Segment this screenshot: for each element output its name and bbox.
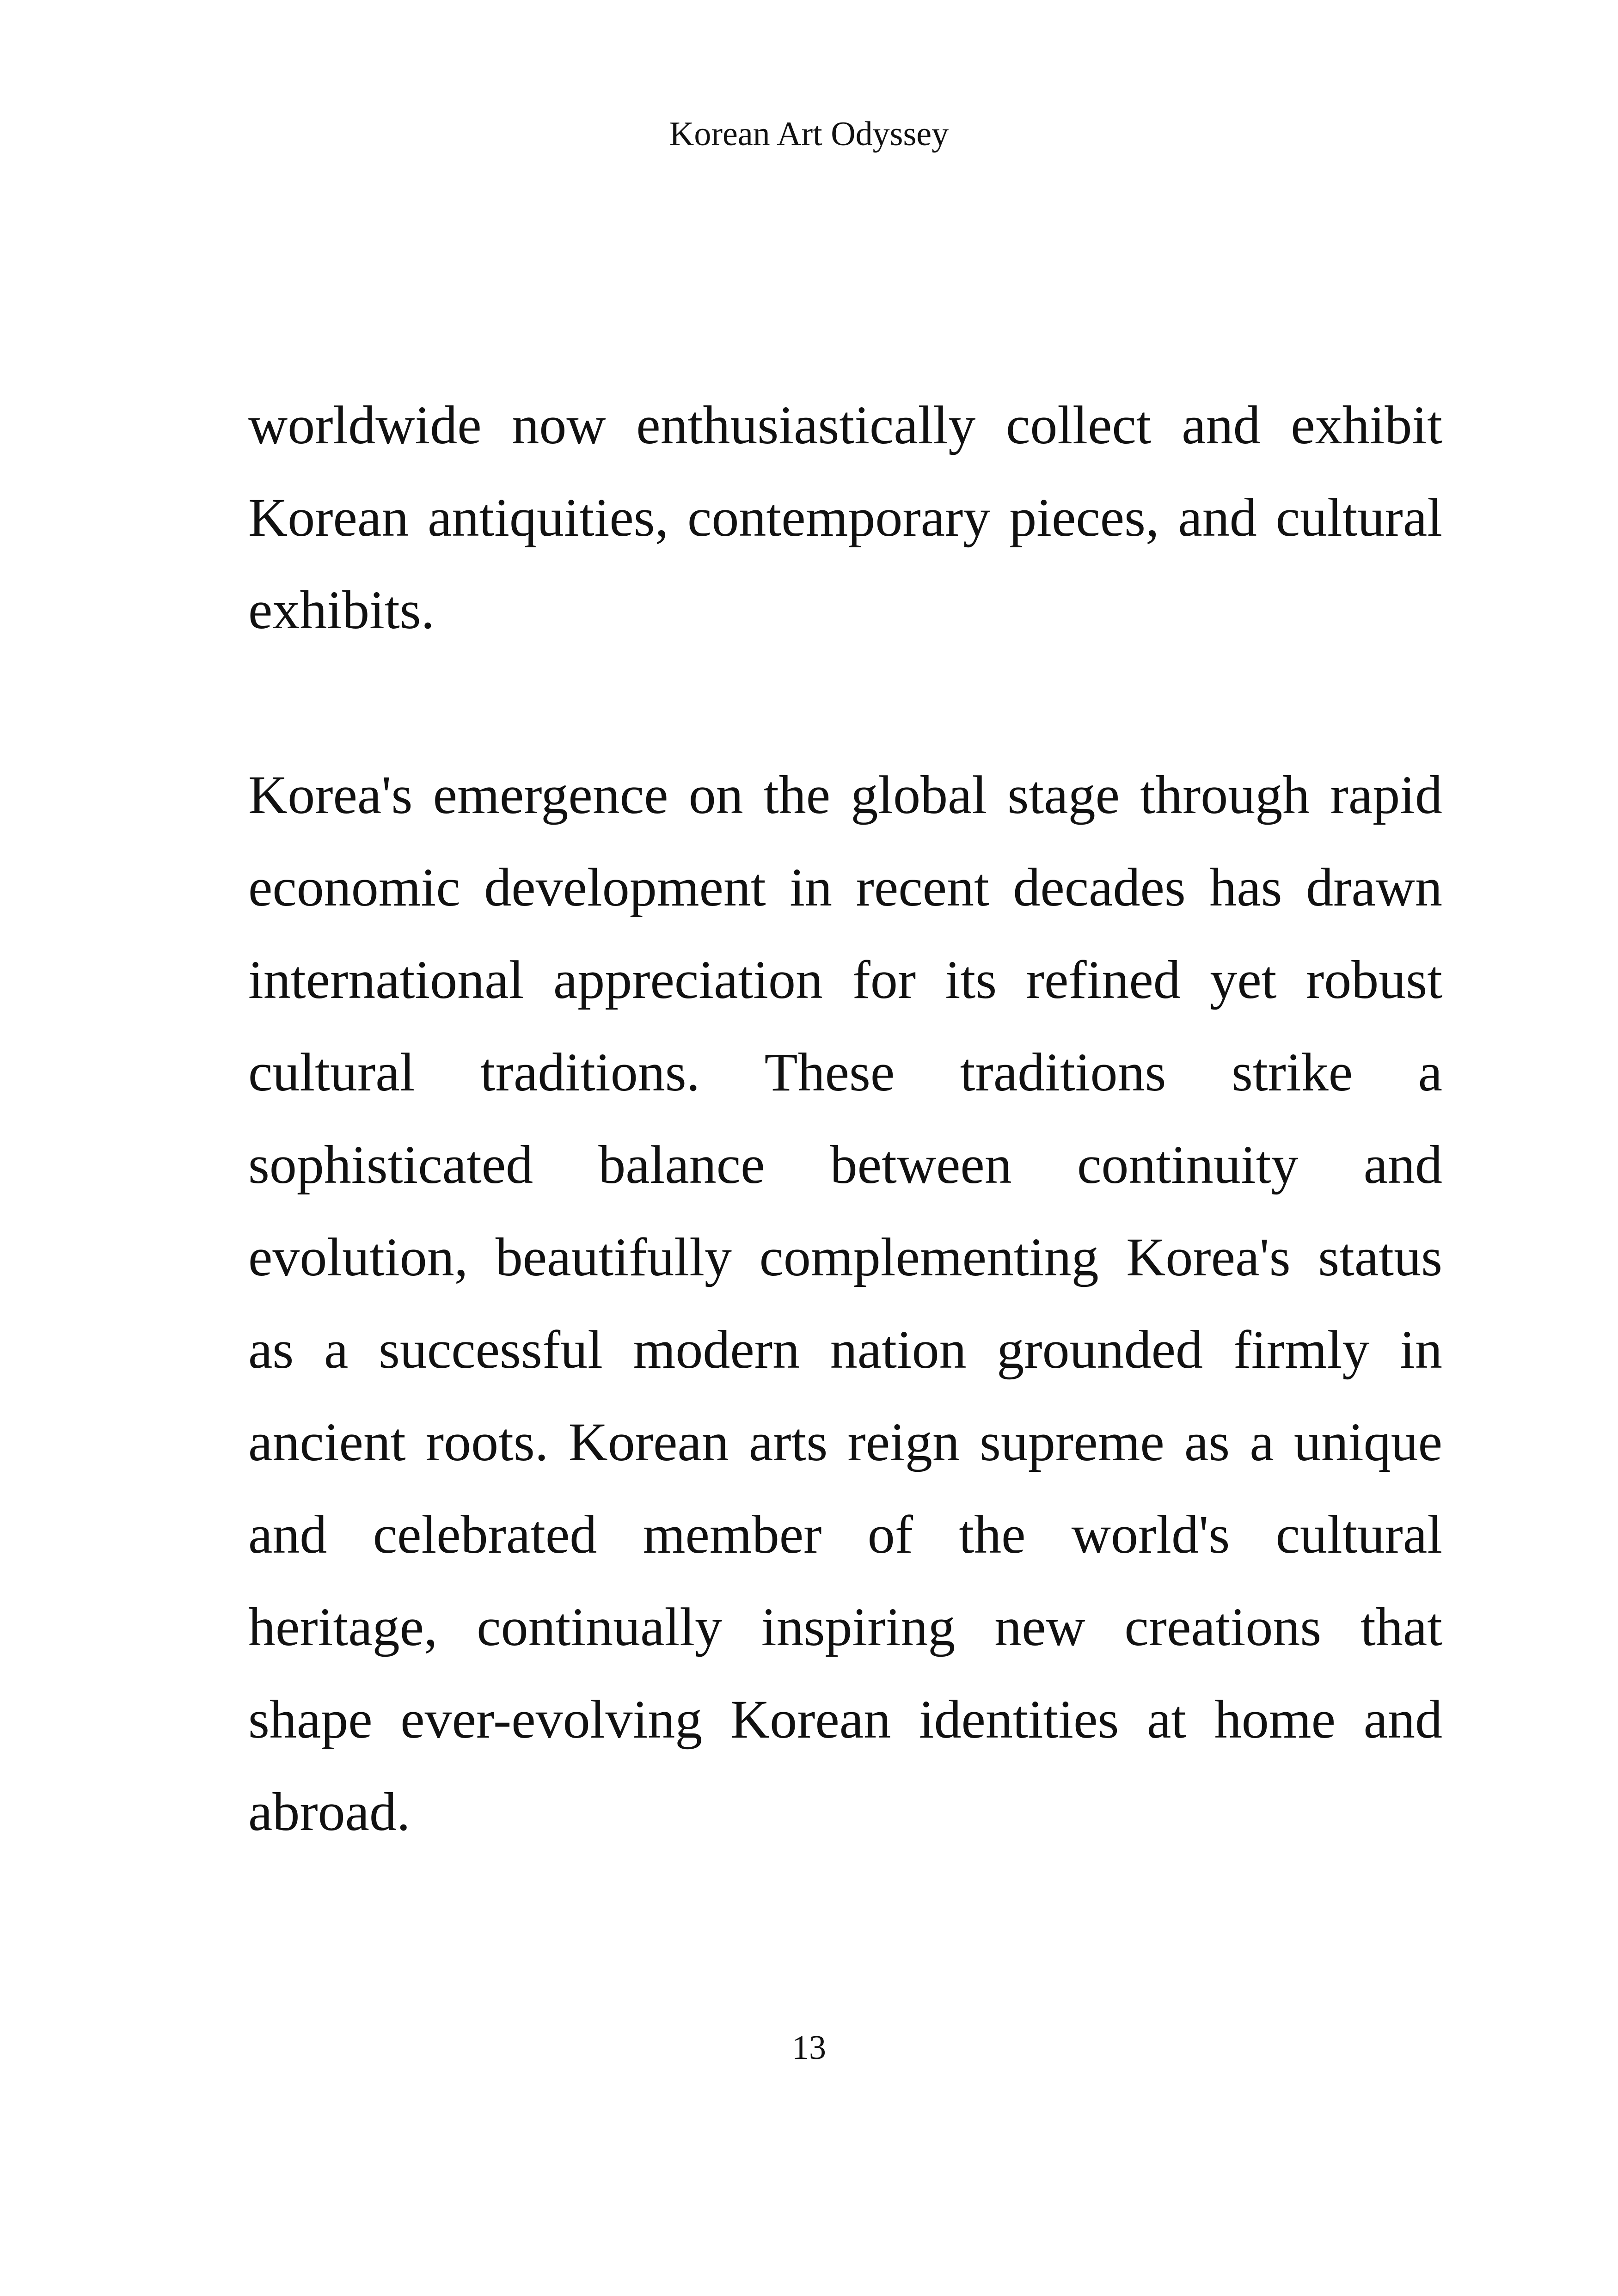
paragraph-1: worldwide now enthusiastically collect and exhibit Korean antiquities, contemporary pieces, and cultural exhibits. [248, 395, 1442, 640]
page-number: 13 [792, 2029, 826, 2067]
running-header-title: Korean Art Odyssey [669, 115, 949, 153]
paragraph-2: Korea's emergence on the global stage through rapid economic development in recent decades has drawn international appreciation for its refined yet robust cultural traditions. These traditions strike a sophisticated balance between continuity and evolution, beautifully complementing Korea's status as a successful modern nation grounded firmly in ancient roots. Korean arts reign supreme as a unique and celebrated member of the world's cultural heritage, continually inspiring new creations that shape ever-evolving Korean identities at home and abroad. [248, 765, 1442, 1842]
body-text [248, 379, 1442, 1858]
